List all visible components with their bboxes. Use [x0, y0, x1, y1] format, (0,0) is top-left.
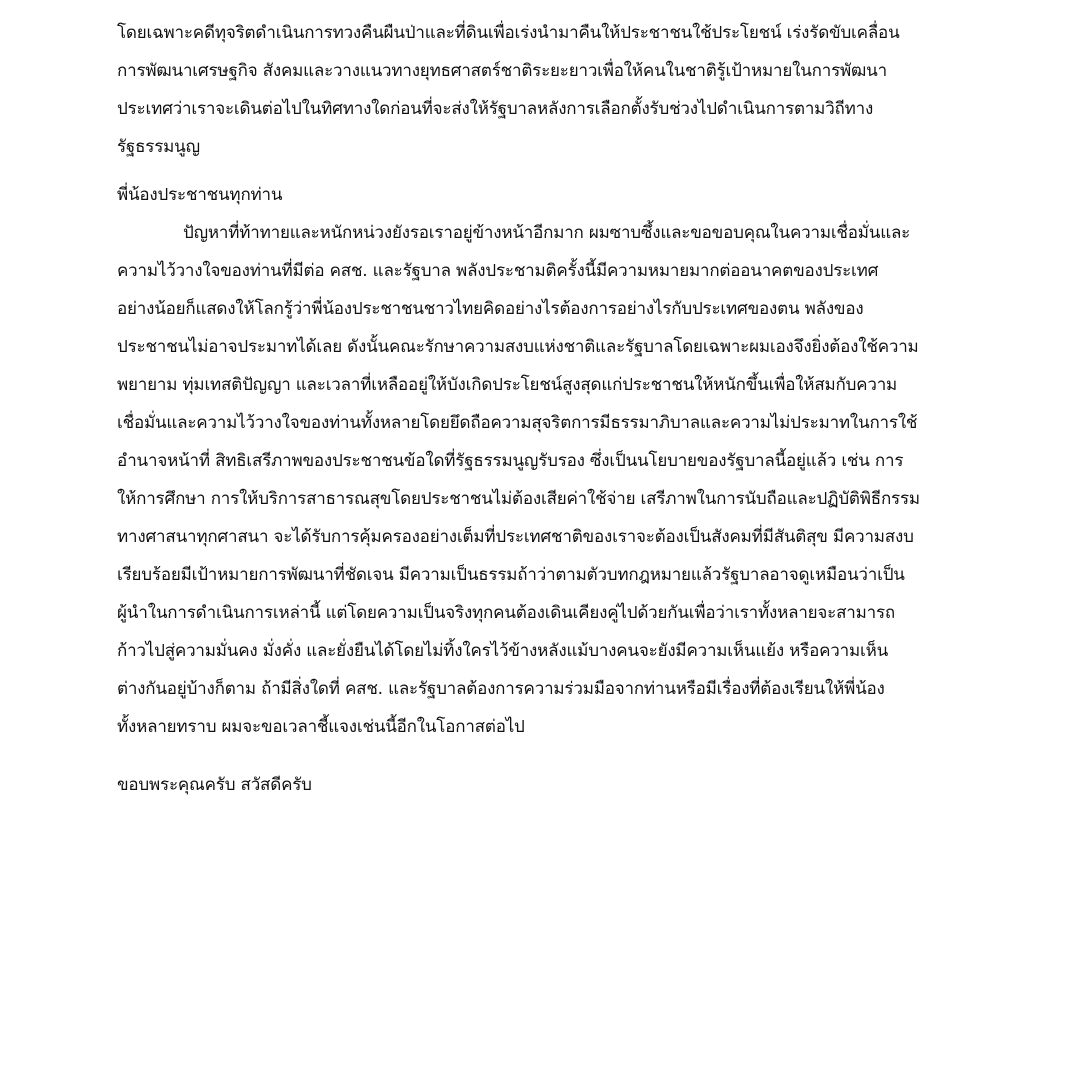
intro-line: โดยเฉพาะคดีทุจริตดำเนินการทวงคืนผืนป่าและที่ดินเพื่อเร่งนำมาคืนให้ประชาชนใช้ประโยชน์ เร่งรัดขับเคลื่อน	[117, 23, 900, 43]
intro-paragraph	[117, 14, 977, 166]
intro-line: ประเทศว่าเราจะเดินต่อไปในทิศทางใดก่อนที่จะส่งให้รัฐบาลหลังการเลือกตั้งรับช่วงไปดำเนินการตามวิถีทาง	[117, 99, 874, 119]
body-line: พยายาม ทุ่มเทสติปัญญา และเวลาที่เหลืออยู่ให้บังเกิดประโยชน์สูงสุดแก่ประชาชนให้หนักขึ้นเพื่อให้สมกับความ	[117, 375, 898, 395]
closing-line: ขอบพระคุณครับ สวัสดีครับ	[117, 775, 312, 795]
body-line: เรียบร้อยมีเป้าหมายการพัฒนาที่ชัดเจน มีความเป็นธรรมถ้าว่าตามตัวบทกฎหมายแล้วรัฐบาลอาจดูเหมือนว่าเป็น	[117, 565, 905, 585]
salutation-paragraph	[117, 176, 977, 214]
body-line: ทั้งหลายทราบ ผมจะขอเวลาชี้แจงเช่นนี้อีกในโอกาสต่อไป	[117, 717, 525, 737]
body-line: เชื่อมั่นและความไว้วางใจของท่านทั้งหลายโดยยึดถือความสุจริตการมีธรรมาภิบาลและความไม่ประมาทในการใช้	[117, 413, 918, 433]
body-line: ก้าวไปสู่ความมั่นคง มั่งคั่ง และยั่งยืนได้โดยไม่ทิ้งใครไว้ข้างหลังแม้บางคนจะยังมีความเห็นแย้ง หรือความเห็น	[117, 641, 889, 661]
body-line: ทางศาสนาทุกศาสนา จะได้รับการคุ้มครองอย่างเต็มที่ประเทศชาติของเราจะต้องเป็นสังคมที่มีสันติสุข มีความสงบ	[117, 527, 914, 547]
body-paragraph	[117, 214, 977, 746]
body-line: ปัญหาที่ท้าทายและหนักหน่วงยังรอเราอยู่ข้างหน้าอีกมาก ผมซาบซึ้งและขอขอบคุณในความเชื่อมั่นและ	[183, 223, 911, 243]
body-line: ความไว้วางใจของท่านที่มีต่อ คสช. และรัฐบาล พลังประชามติครั้งนี้มีความหมายมากต่ออนาคตของประเทศ	[117, 261, 879, 281]
body-line: ต่างกันอยู่บ้างก็ตาม ถ้ามีสิ่งใดที่ คสช. และรัฐบาลต้องการความร่วมมือจากท่านหรือมีเรื่องที่ต้องเรียนให้พี่น้อง	[117, 679, 885, 699]
body-line: ประชาชนไม่อาจประมาทได้เลย ดังนั้นคณะรักษาความสงบแห่งชาติและรัฐบาลโดยเฉพาะผมเองจึงยิ่งต้องใช้ความ	[117, 337, 919, 357]
body-line: ผู้นำในการดำเนินการเหล่านี้ แต่โดยความเป็นจริงทุกคนต้องเดินเคียงคู่ไปด้วยกันเพื่อว่าเราทั้งหลายจะสามารถ	[117, 603, 896, 623]
intro-line: รัฐธรรมนูญ	[117, 137, 200, 157]
salutation-line: พี่น้องประชาชนทุกท่าน	[117, 185, 283, 205]
body-line: ให้การศึกษา การให้บริการสาธารณสุขโดยประชาชนไม่ต้องเสียค่าใช้จ่าย เสรีภาพในการนับถือและปฏิบัติพิธีกรรม	[117, 489, 920, 509]
closing-paragraph	[117, 766, 977, 804]
body-line: อย่างน้อยก็แสดงให้โลกรู้ว่าพี่น้องประชาชนชาวไทยคิดอย่างไรต้องการอย่างไรกับประเทศของตน พลังของ	[117, 299, 864, 319]
body-line: อำนาจหน้าที่ สิทธิเสรีภาพของประชาชนข้อใดที่รัฐธรรมนูญรับรอง ซึ่งเป็นนโยบายของรัฐบาลนี้อยู่แล้ว เช่น การ	[117, 451, 904, 471]
intro-line: การพัฒนาเศรษฐกิจ สังคมและวางแนวทางยุทธศาสตร์ชาติระยะยาวเพื่อให้คนในชาติรู้เป้าหมายในการพัฒนา	[117, 61, 887, 81]
